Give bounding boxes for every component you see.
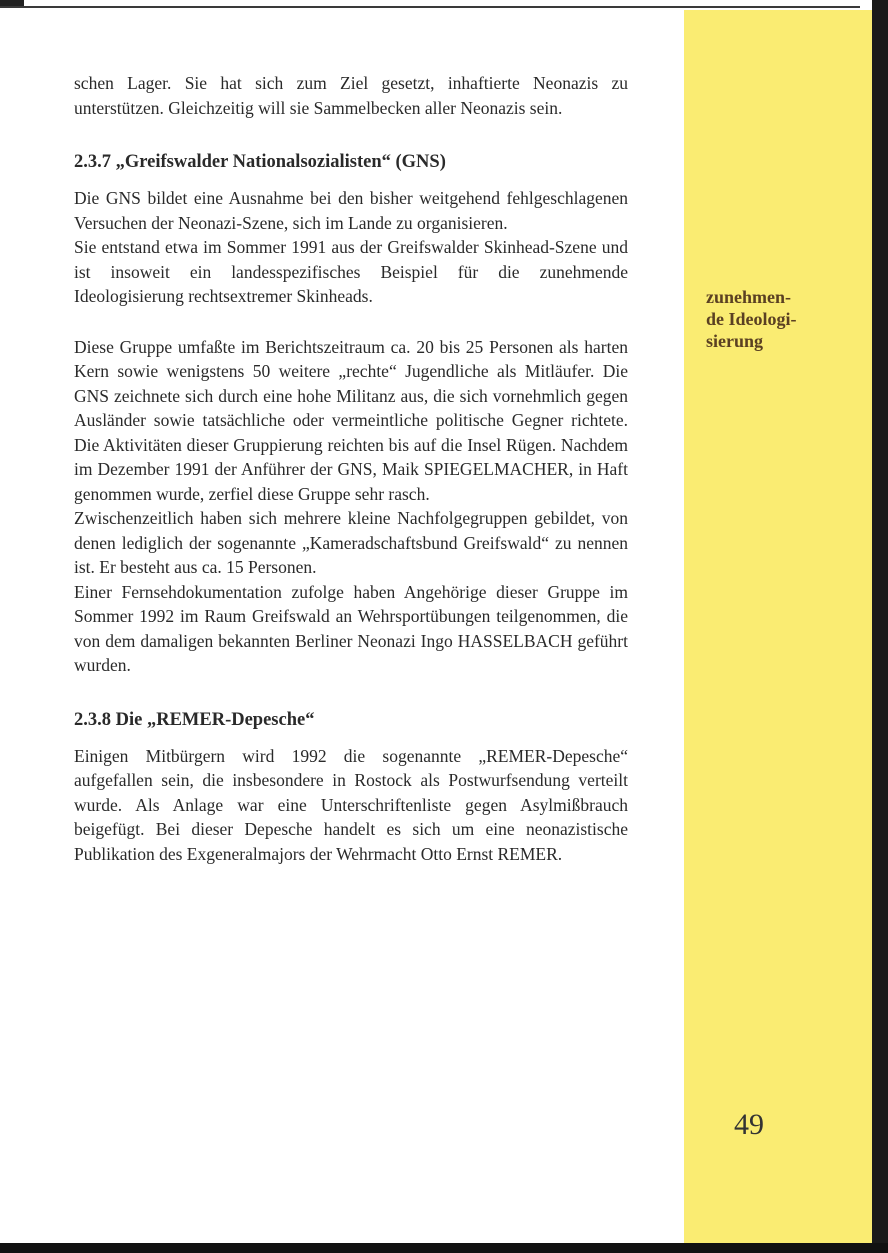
page-right-edge — [872, 0, 888, 1253]
body-paragraph: Sie entstand etwa im Sommer 1991 aus der Greifswalder Skinhead-Szene und ist insoweit ein landesspezifisches Beispiel für die zunehmende Ideologisierung rechtsextremer Skinheads. — [74, 237, 628, 306]
page-bottom-edge — [0, 1243, 888, 1253]
margin-note-line: sierung — [706, 331, 764, 351]
top-edge-line — [0, 6, 860, 8]
margin-note — [706, 286, 856, 352]
margin-note-line: zunehmen- — [706, 287, 791, 307]
margin-sidebar — [684, 10, 872, 1243]
body-paragraph: Einer Fernsehdokumentation zufolge haben Angehörige dieser Gruppe im Sommer 1992 im Raum Greifswald an Wehrsportübungen teilgenommen, die von dem damaligen bekannten Berliner Neonazi Ingo HASSELBACH geführt wurden. — [74, 581, 628, 675]
page-body — [74, 71, 628, 866]
body-paragraph: Die GNS bildet eine Ausnahme bei den bisher weitgehend fehlgeschlagenen Versuchen der Neonazi-Szene, sich im Lande zu organisieren. — [74, 188, 628, 233]
body-paragraph: Zwischenzeitlich haben sich mehrere kleine Nachfolgegruppen gebildet, von denen lediglich der sogenannte „Kameradschaftsbund Greifswald“ zu nennen ist. Er besteht aus ca. 15 Personen. — [74, 508, 628, 577]
section-heading-2-3-7: 2.3.7 „Greifswalder Nationalsozialisten“ (GNS) — [74, 152, 446, 172]
margin-note-line: de Ideologi- — [706, 309, 797, 329]
section-heading-2-3-8: 2.3.8 Die „REMER-Depesche“ — [74, 709, 315, 730]
body-paragraph: Einigen Mitbürgern wird 1992 die sogenannte „REMER-Depesche“ aufgefallen sein, die insbesondere in Rostock als Postwurfsendung verteilt wurde. Als Anlage war eine Unterschriftenliste gegen Asylmißbrauch beigefügt. Bei dieser Depesche handelt es sich um eine neonazistische Publikation des Exgeneralmajors der Wehrmacht Otto Ernst REMER. — [74, 745, 628, 864]
page-number: 49 — [734, 1108, 764, 1141]
body-paragraph: schen Lager. Sie hat sich zum Ziel gesetzt, inhaftierte Neonazis zu unterstützen. Gleichzeitig will sie Sammelbecken aller Neonazis sein. — [74, 73, 628, 118]
body-paragraph: Diese Gruppe umfaßte im Berichtszeitraum ca. 20 bis 25 Personen als harten Kern sowie wenigstens 50 weitere „rechte“ Jugendliche als Mitläufer. Die GNS zeichnete sich durch eine hohe Militanz aus, die sich vornehmlich gegen Ausländer sowie tatsächliche oder vermeintliche politische Gegner richtete. Die Aktivitäten dieser Gruppierung reichten bis auf die Insel Rügen. Nachdem im Dezember 1991 der Anführer der GNS, Maik SPIEGELMACHER, in Haft genommen wurde, zerfiel diese Gruppe sehr rasch. — [74, 336, 628, 504]
